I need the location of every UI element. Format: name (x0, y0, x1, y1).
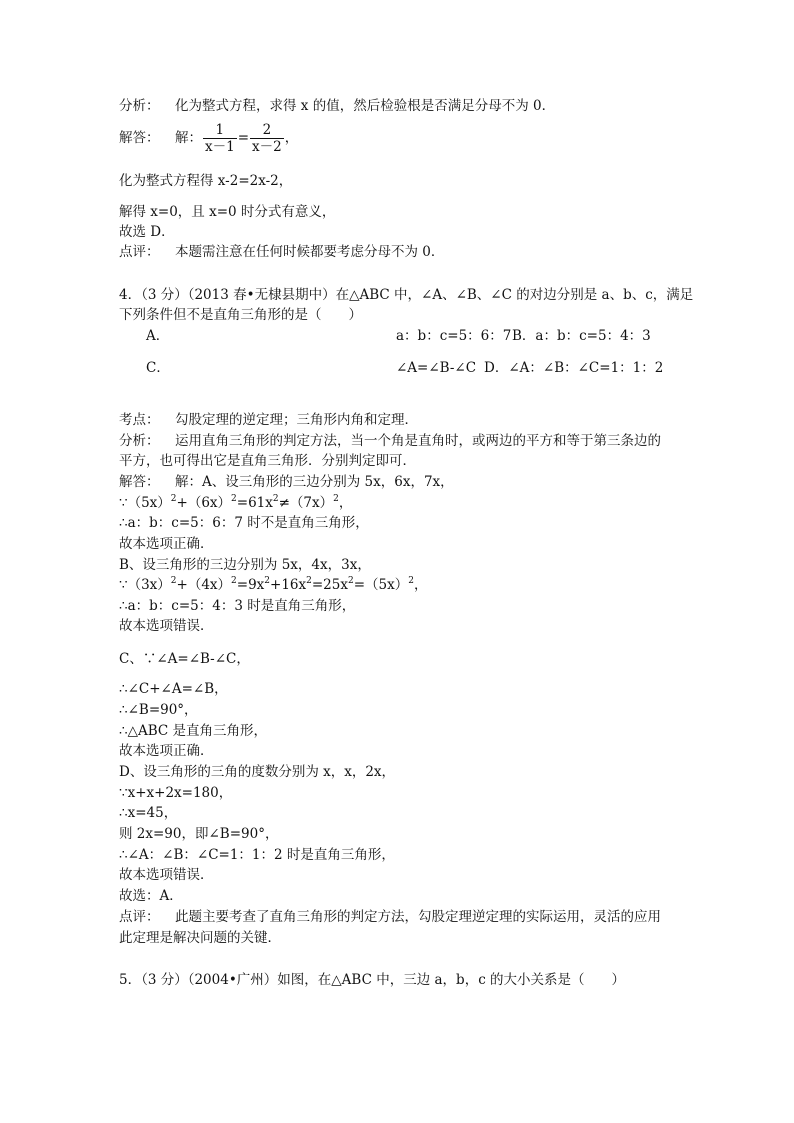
q4-fenxi-line2: 平方，也可得出它是直角三角形．分别判定即可． (119, 453, 416, 469)
q3-comment-line (119, 243, 444, 261)
jieda-label: 解答： (119, 474, 160, 490)
q4-b-line3: 故本选项错误． (119, 618, 214, 634)
q4-c-line1: ∴∠C+∠A=∠B， (119, 681, 228, 697)
q4-option-a-label: A． (146, 328, 170, 344)
superscript: 2 (264, 575, 271, 586)
q4-kaodian-line (119, 411, 418, 429)
q4-a-line1 (119, 494, 352, 512)
q4-jieda-line (119, 473, 454, 491)
superscript: 2 (231, 493, 237, 504)
q4-c-line0: C、∵∠A=∠B-∠C， (119, 651, 250, 667)
b-eq-part: =（5x） (353, 577, 409, 593)
superscript: 2 (347, 575, 354, 586)
analysis-label: 分析： (119, 98, 160, 114)
b-eq-part: ∵（3x） (119, 577, 171, 593)
q4-c-line3: ∴△ABC 是直角三角形， (119, 723, 268, 739)
q4-stem-line2: 下列条件但不是直角三角形的是（ ） (119, 307, 362, 323)
q4-choice-line: 故选：A． (119, 888, 183, 904)
q4-a-line2: ∴a：b：c=5：6：7 时不是直角三角形， (119, 515, 369, 531)
q4-stem-line1: 4．（3 分）（2013 春•无棣县期中）在△ABC 中，∠A、∠B、∠C 的对边分别是 a、b、c，满足 (119, 287, 694, 303)
comment-text: 本题需注意在任何时候都要考虑分母不为 0． (175, 244, 445, 260)
q3-line1: 化为整式方程得 x-2=2x-2， (119, 173, 293, 189)
analysis-text: 化为整式方程，求得 x 的值，然后检验根是否满足分母不为 0． (175, 98, 556, 114)
superscript: 2 (333, 493, 339, 504)
fenxi-text-1: 运用直角三角形的判定方法，当一个角是直角时，或两边的平方和等于第三条边的 (175, 433, 661, 449)
q4-d-line5: 故本选项错误． (119, 867, 214, 883)
b-eq-part: +16x (270, 577, 307, 593)
q4-option-b-text: B．a：b：c=5：4：3 (512, 328, 651, 344)
kaodian-label: 考点： (119, 412, 160, 428)
a-eq-part: +（6x） (176, 495, 232, 511)
a-eq-part: ， (338, 495, 353, 511)
comment-label: 点评： (119, 244, 160, 260)
superscript: 2 (231, 575, 237, 586)
q3-answer-line (119, 120, 298, 156)
b-eq-part: +（4x） (176, 577, 232, 593)
a-eq-part: ≠（7x） (278, 495, 334, 511)
a-eq-part: =61x (236, 495, 273, 511)
fraction-2 (250, 122, 284, 155)
answer-suffix: ， (284, 130, 299, 146)
q4-d-line3: 则 2x=90，即∠B=90°， (119, 826, 279, 842)
q4-option-c-label: C． (146, 360, 170, 376)
fraction-2-denominator: x－2 (252, 139, 282, 155)
dianping-text-1: 此题主要考查了直角三角形的判定方法，勾股定理逆定理的实际运用，灵活的应用 (175, 909, 661, 925)
b-eq-part: =25x (311, 577, 348, 593)
q4-fenxi-line (119, 432, 661, 450)
answer-prefix: 解： (175, 130, 202, 146)
answer-label: 解答： (119, 130, 160, 146)
q4-d-line1: ∵x+x+2x=180， (119, 785, 233, 801)
q4-option-a-text: a：b：c=5：6：7 (396, 328, 512, 344)
q4-c-line2: ∴∠B=90°， (119, 702, 198, 718)
fraction-1-denominator: x－1 (205, 139, 235, 155)
q4-b-line1 (119, 576, 427, 594)
q4-dianping-line2: 此定理是解决问题的关键． (119, 930, 281, 946)
q4-c-line4: 故本选项正确． (119, 743, 214, 759)
q3-line3: 故选 D． (119, 224, 175, 240)
fenxi-label: 分析： (119, 433, 160, 449)
q4-dianping-line (119, 908, 661, 926)
superscript: 2 (170, 575, 177, 586)
q3-line2: 解得 x=0，且 x=0 时分式有意义， (119, 204, 336, 220)
superscript: 2 (306, 575, 312, 586)
q3-analysis-line (119, 97, 555, 115)
q4-option-c-text: ∠A=∠B-∠C (396, 360, 477, 376)
equals-sign: = (237, 130, 250, 146)
kaodian-text: 勾股定理的逆定理；三角形内角和定理． (175, 412, 418, 428)
q5-stem: 5．（3 分）（2004•广州）如图，在△ABC 中，三边 a，b，c 的大小关系是（ ） (119, 972, 626, 988)
q4-d-line0: D、设三角形的三角的度数分别为 x，x，2x， (119, 764, 396, 780)
q4-d-line2: ∴x=45， (119, 805, 178, 821)
jieda-text: 解：A、设三角形的三边分别为 5x，6x，7x， (175, 474, 454, 490)
superscript: 2 (170, 493, 177, 504)
b-eq-part: =9x (236, 577, 265, 593)
q4-a-line3: 故本选项正确． (119, 536, 214, 552)
fraction-2-numerator: 2 (250, 122, 284, 139)
fraction-1-numerator: 1 (203, 122, 237, 139)
q4-b-line0: B、设三角形的三边分别为 5x，4x，3x， (119, 557, 371, 573)
b-eq-part: ， (413, 577, 428, 593)
superscript: 2 (408, 575, 414, 586)
fraction-1 (203, 122, 237, 155)
dianping-label: 点评： (119, 909, 160, 925)
superscript: 2 (272, 493, 279, 504)
q4-d-line4: ∴∠A：∠B：∠C=1：1：2 时是直角三角形， (119, 847, 395, 863)
q4-b-line2: ∴a：b：c=5：4：3 时是直角三角形， (119, 598, 356, 614)
a-eq-part: ∵（5x） (119, 495, 171, 511)
q4-option-d-text: D．∠A：∠B：∠C=1：1：2 (484, 360, 664, 376)
